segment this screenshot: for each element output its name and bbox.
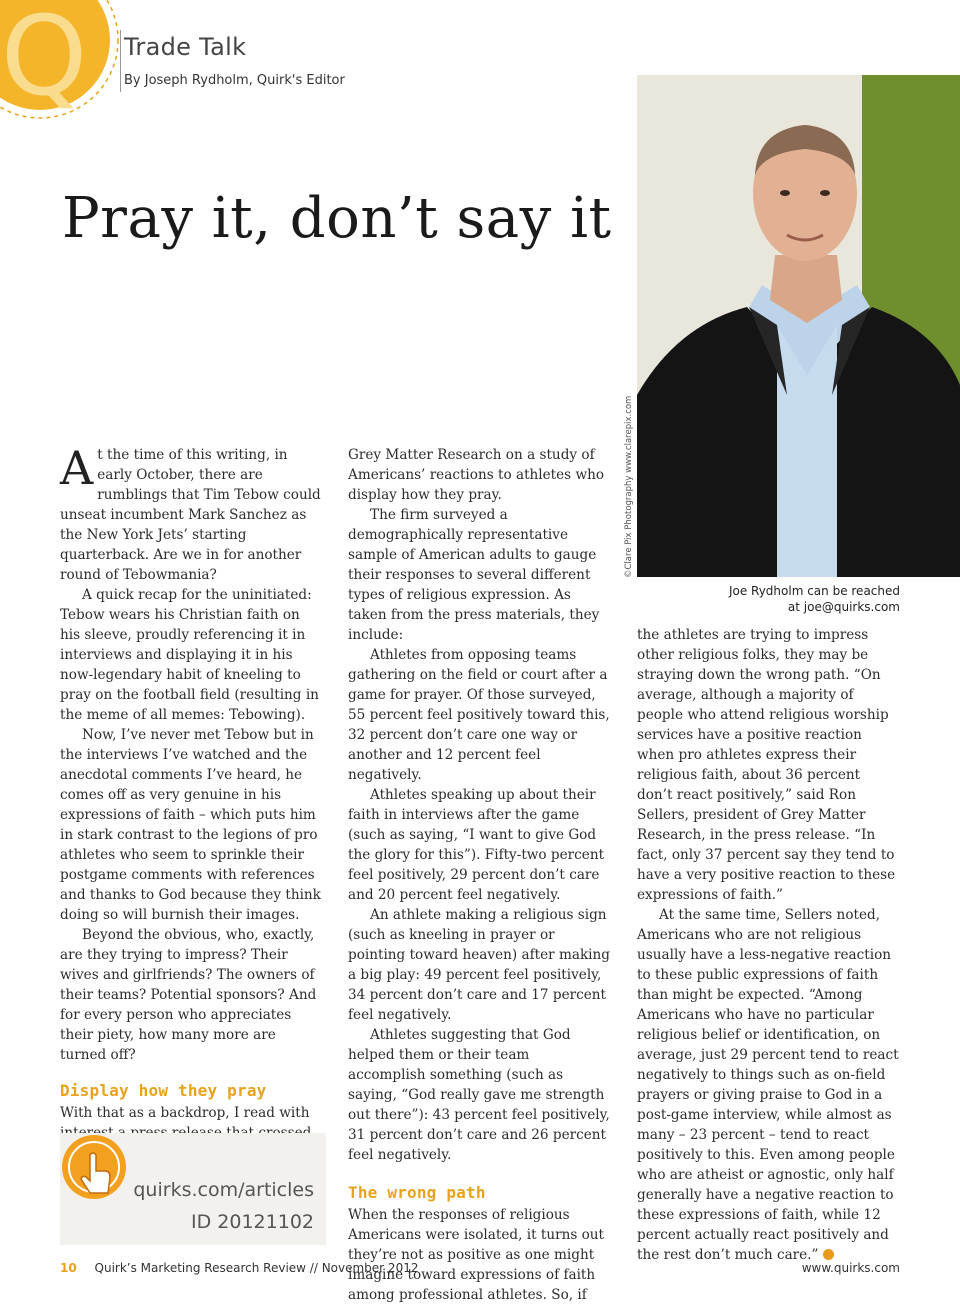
paragraph: With that as a backdrop, I read with — [60, 1105, 310, 1121]
paragraph: Beyond the obvious, who, exactly, are they trying to impress? Their wives and girlfriends? The owners of their teams? Potential sponsors? And for every person who appreciates their piety, how many more are turned off? — [60, 927, 317, 1063]
paragraph: An athlete making a religious sign (such as kneeling in prayer or pointing toward heaven) after making a big play: 49 percent feel positively, 34 percent don’t care and 17 percent feel negatively. — [348, 907, 610, 1023]
page-footer — [60, 1261, 900, 1277]
caption-line: Joe Rydholm can be reached — [728, 584, 900, 598]
paragraph: When the responses of religious Americans were isolated, it turns out they’re not as positive as one might imagine toward expressions of faith among professional athletes. So, if — [348, 1207, 605, 1303]
subheading: The wrong path — [348, 1183, 486, 1202]
drop-cap: A — [60, 441, 94, 495]
page-number: 10 — [60, 1261, 77, 1275]
paragraph: Athletes suggesting that God helped them or their team accomplish something (such as saying, “God really gave me strength out there”): 43 percent feel positively, 31 percent don’t care and 26 percent feel negatively. — [348, 1027, 610, 1163]
paragraph: Athletes speaking up about their faith in interviews after the game (such as saying, “I want to give God the glory for this”). Fifty-two percent feel positively, 29 percent don’t care and 20 percent feel negatively. — [348, 787, 605, 903]
pointing-hand-icon — [60, 1133, 132, 1205]
paragraph: At the time of this writing, in early October, there are rumblings that Tim Tebow could unseat incumbent Mark Sanchez as the New York Jets’ starting quarterback. Are we in for another round of Tebowmania? — [60, 441, 321, 583]
paragraph: At the same time, Sellers noted, Americans who are not religious usually have a less-negative reaction to these public expressions of faith than might be expected. “Among Americans who have no particular religious belief or identification, on average, just 29 percent tend to react negatively to things such as on-field prayers or giving praise to God in a post-game interview, while almost as many – 23 percent – tend to react positively to this. Even among people who are atheist or agnostic, only half generally have a negative reaction to these expressions of faith, while 12 percent actually react positively and the rest don’t much care.” — [637, 907, 899, 1263]
article-headline: Pray it, don’t say it — [62, 186, 612, 251]
article-id: ID 20121102 — [191, 1211, 314, 1233]
section-title: Trade Talk — [124, 33, 247, 61]
paragraph: Grey Matter Research on a study of Americans’ reactions to athletes who display how they pray. — [348, 447, 605, 503]
end-mark-icon — [823, 1249, 834, 1260]
author-photo — [637, 75, 960, 577]
publication-name: Quirk’s Marketing Research Review // November 2012 — [94, 1261, 419, 1275]
paragraph: A quick recap for the uninitiated: Tebow wears his Christian faith on his sleeve, proudly referencing it in interviews and displaying it in his now-legendary habit of kneeling to pray on the football field (resulting in the meme of all memes: Tebowing). — [60, 587, 319, 723]
svg-text:Q: Q — [0, 0, 88, 120]
subheading: Display how they pray — [60, 1081, 267, 1100]
paragraph: Now, I’ve never met Tebow but in the interviews I’ve watched and the anecdotal comments I’ve heard, he comes off as very genuine in his expressions of faith – which puts him in stark contrast to the legions of pro athletes who seem to sprinkle their postgame comments with references and thanks to God because they think doing so will burnish their images. — [60, 727, 321, 923]
article-column-2 — [348, 445, 610, 1305]
byline: By Joseph Rydholm, Quirk's Editor — [124, 73, 345, 88]
photo-credit: ©Clare Pix Photography www.clarepix.com — [624, 395, 634, 578]
article-column-3 — [637, 625, 899, 1265]
photo-caption — [729, 583, 900, 615]
website-link[interactable]: www.quirks.com — [801, 1261, 900, 1275]
header-divider — [120, 30, 121, 92]
quirks-q-badge — [0, 0, 120, 120]
caption-email: at joe@quirks.com — [787, 600, 900, 614]
article-link-callout[interactable] — [60, 1133, 326, 1245]
paragraph: Athletes from opposing teams gathering on the field or court after a game for prayer. Of those surveyed, 55 percent feel positively toward this, 32 percent don’t care one way or another and 12 percent feel negatively. — [348, 647, 610, 783]
paragraph: the athletes are trying to impress other religious folks, they may be straying down the wrong path. “On average, although a majority of people who attend religious worship services have a positive reaction when pro athletes express their religious faith, about 36 percent don’t react positively,” said Ron Sellers, president of Grey Matter Research, in the press release. “In fact, only 37 percent say they tend to have a very positive reaction to these expressions of faith.” — [637, 627, 896, 903]
article-column-1 — [60, 441, 322, 1183]
paragraph: The firm surveyed a demographically representative sample of American adults to gauge their responses to several different types of religious expression. As taken from the press materials, they include: — [348, 507, 600, 643]
article-url[interactable]: quirks.com/articles — [133, 1179, 314, 1201]
